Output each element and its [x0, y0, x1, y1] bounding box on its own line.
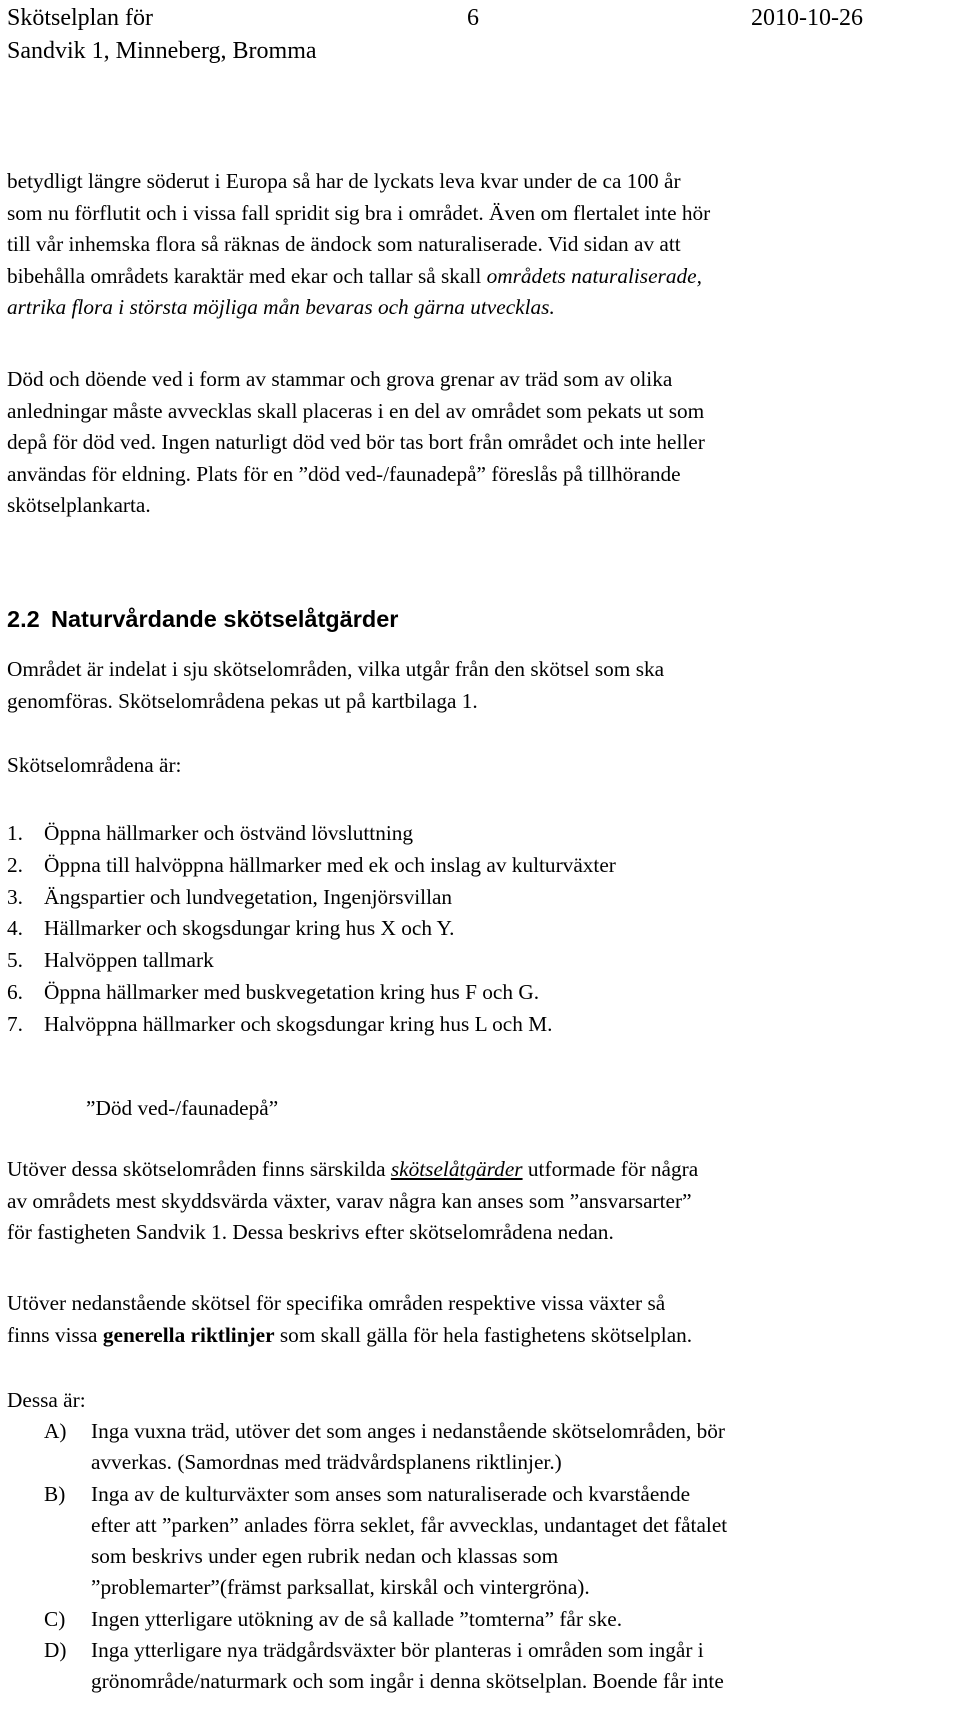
guideline-item	[7, 1416, 727, 1479]
list-item	[7, 818, 616, 850]
deadwood-line: användas för eldning. Plats för en ”död ved-/faunadepå” föreslås på tillhörande	[7, 461, 681, 486]
list-item-text: Öppna hällmarker med buskvegetation kring hus F och G.	[44, 979, 540, 1004]
intro-paragraph	[7, 166, 937, 324]
section-heading	[7, 604, 398, 634]
guideline-item	[7, 1479, 727, 1604]
header-title	[7, 4, 317, 65]
list-item	[7, 977, 616, 1009]
guideline-text	[91, 1635, 724, 1698]
special-line: för fastigheten Sandvik 1. Dessa beskrivs efter skötselområdena nedan.	[7, 1220, 614, 1244]
list-item-number: 1.	[7, 821, 23, 845]
list-item-text: Halvöppen tallmark	[44, 948, 214, 973]
guideline-line: avverkas. (Samordnas med trädvårdsplanens riktlinjer.)	[91, 1450, 562, 1475]
general-line-text: finns vissa	[7, 1322, 98, 1347]
guideline-item	[7, 1635, 727, 1698]
guideline-line: ”problemarter”(främst parksallat, kirskål och vintergröna).	[91, 1575, 590, 1600]
special-line: av områdets mest skyddsvärda växter, varav några kan anses som ”ansvarsarter”	[7, 1188, 692, 1213]
general-line-text: som skall gälla för hela fastighetens skötselplan.	[279, 1322, 693, 1347]
intro-line: till vår inhemska flora så räknas de ändock som naturaliserade. Vid sidan av att	[7, 232, 681, 256]
section-intro-line: Området är indelat i sju skötselområden, vilka utgår från den skötsel som ska	[7, 657, 665, 681]
section-intro	[7, 654, 937, 717]
deadwood-line: Död och döende ved i form av stammar och grova grenar av träd som av olika	[7, 367, 673, 391]
deadwood-line: anledningar måste avvecklas skall placeras i en del av området som pekats ut som	[7, 398, 705, 423]
guideline-line: efter att ”parken” anlades förra seklet, får avvecklas, undantaget det fåtalet	[91, 1512, 728, 1537]
list-item-number: 2.	[7, 852, 23, 877]
list-item-text: Öppna till halvöppna hällmarker med ek och inslag av kulturväxter	[44, 852, 616, 877]
general-line	[7, 1320, 937, 1352]
header-date: 2010-10-26	[751, 5, 863, 31]
list-item-text: Halvöppna hällmarker och skogsdungar kring hus L och M.	[44, 1011, 553, 1036]
list-item	[7, 1009, 616, 1041]
list-item	[7, 850, 616, 882]
special-emphasis: skötselåtgärder	[390, 1157, 523, 1181]
list-item-text: Hällmarker och skogsdungar kring hus X och Y.	[44, 916, 455, 941]
section-title: Naturvårdande skötselåtgärder	[51, 606, 399, 632]
list-item-text: Öppna hällmarker och östvänd lövsluttning	[44, 821, 414, 845]
intro-italic-phrase: områdets naturaliserade,	[486, 263, 702, 288]
intro-line: betydligt längre söderut i Europa så har de lyckats leva kvar under de ca 100 år	[7, 169, 681, 193]
general-guidelines-paragraph	[7, 1288, 937, 1351]
list-item-text: Ängspartier och lundvegetation, Ingenjörsvillan	[44, 884, 453, 909]
list-item-number: 7.	[7, 1011, 23, 1036]
guideline-label: C)	[44, 1606, 66, 1631]
list-item	[7, 913, 616, 945]
list-item	[7, 945, 616, 977]
section-intro-line: genomföras. Skötselområdena pekas ut på kartbilaga 1.	[7, 688, 478, 713]
page-number: 6	[467, 5, 479, 31]
general-line: Utöver nedanstående skötsel för specifika områden respektive vissa växter så	[7, 1291, 666, 1315]
deadwood-line: skötselplankarta.	[7, 493, 151, 517]
guideline-line: Inga av de kulturväxter som anses som naturaliserade och kvarstående	[91, 1481, 691, 1506]
header-title-line1: Skötselplan för	[7, 5, 153, 31]
intro-line	[7, 292, 937, 324]
special-line	[7, 1154, 937, 1186]
guideline-line: grönområde/naturmark och som ingår i denna skötselplan. Boende får inte	[91, 1669, 724, 1694]
intro-line-text: bibehålla områdets karaktär med ekar och tallar så skall	[7, 263, 482, 288]
guideline-text	[91, 1416, 725, 1479]
these-are-label: Dessa är:	[7, 1388, 86, 1412]
list-item-number: 5.	[7, 948, 23, 973]
guideline-text	[91, 1604, 622, 1635]
guideline-line: som beskrivs under egen rubrik nedan och klassas som	[91, 1544, 559, 1569]
guidelines-list	[7, 1416, 727, 1698]
guideline-label: D)	[44, 1638, 67, 1663]
general-bold-phrase: generella riktlinjer	[102, 1322, 275, 1347]
areas-label: Skötselområdena är:	[7, 753, 182, 777]
guideline-text	[91, 1479, 727, 1604]
section-number: 2.2	[7, 606, 40, 632]
guideline-label: B)	[44, 1481, 66, 1506]
intro-line	[7, 261, 937, 293]
areas-list	[7, 818, 616, 1041]
special-measures-paragraph	[7, 1154, 937, 1249]
intro-line: som nu förflutit och i vissa fall spridit sig bra i området. Även om flertalet inte hör	[7, 200, 711, 225]
guideline-label: A)	[44, 1419, 67, 1443]
intro-italic-line: artrika flora i största möjliga mån bevaras och gärna utvecklas.	[7, 295, 555, 319]
deadwood-line: depå för död ved. Ingen naturligt död ved bör tas bort från området och inte heller	[7, 430, 705, 454]
guideline-item	[7, 1604, 727, 1635]
list-item-number: 6.	[7, 979, 23, 1004]
deadwood-paragraph	[7, 364, 937, 522]
guideline-line: Inga vuxna träd, utöver det som anges i nedanstående skötselområden, bör	[91, 1419, 725, 1443]
header-title-line2: Sandvik 1, Minneberg, Bromma	[7, 38, 317, 64]
guideline-line: Ingen ytterligare utökning av de så kallade ”tomterna” får ske.	[91, 1606, 623, 1631]
special-line-text: utformade för några	[527, 1157, 699, 1181]
special-line-text: Utöver dessa skötselområden finns särskilda	[7, 1157, 386, 1181]
guideline-line: Inga ytterligare nya trädgårdsväxter bör planteras i områden som ingår i	[91, 1638, 704, 1663]
list-item-number: 4.	[7, 916, 23, 941]
deadwood-depot-label: ”Död ved-/faunadepå”	[86, 1096, 279, 1120]
list-item-number: 3.	[7, 884, 23, 909]
list-item	[7, 882, 616, 914]
